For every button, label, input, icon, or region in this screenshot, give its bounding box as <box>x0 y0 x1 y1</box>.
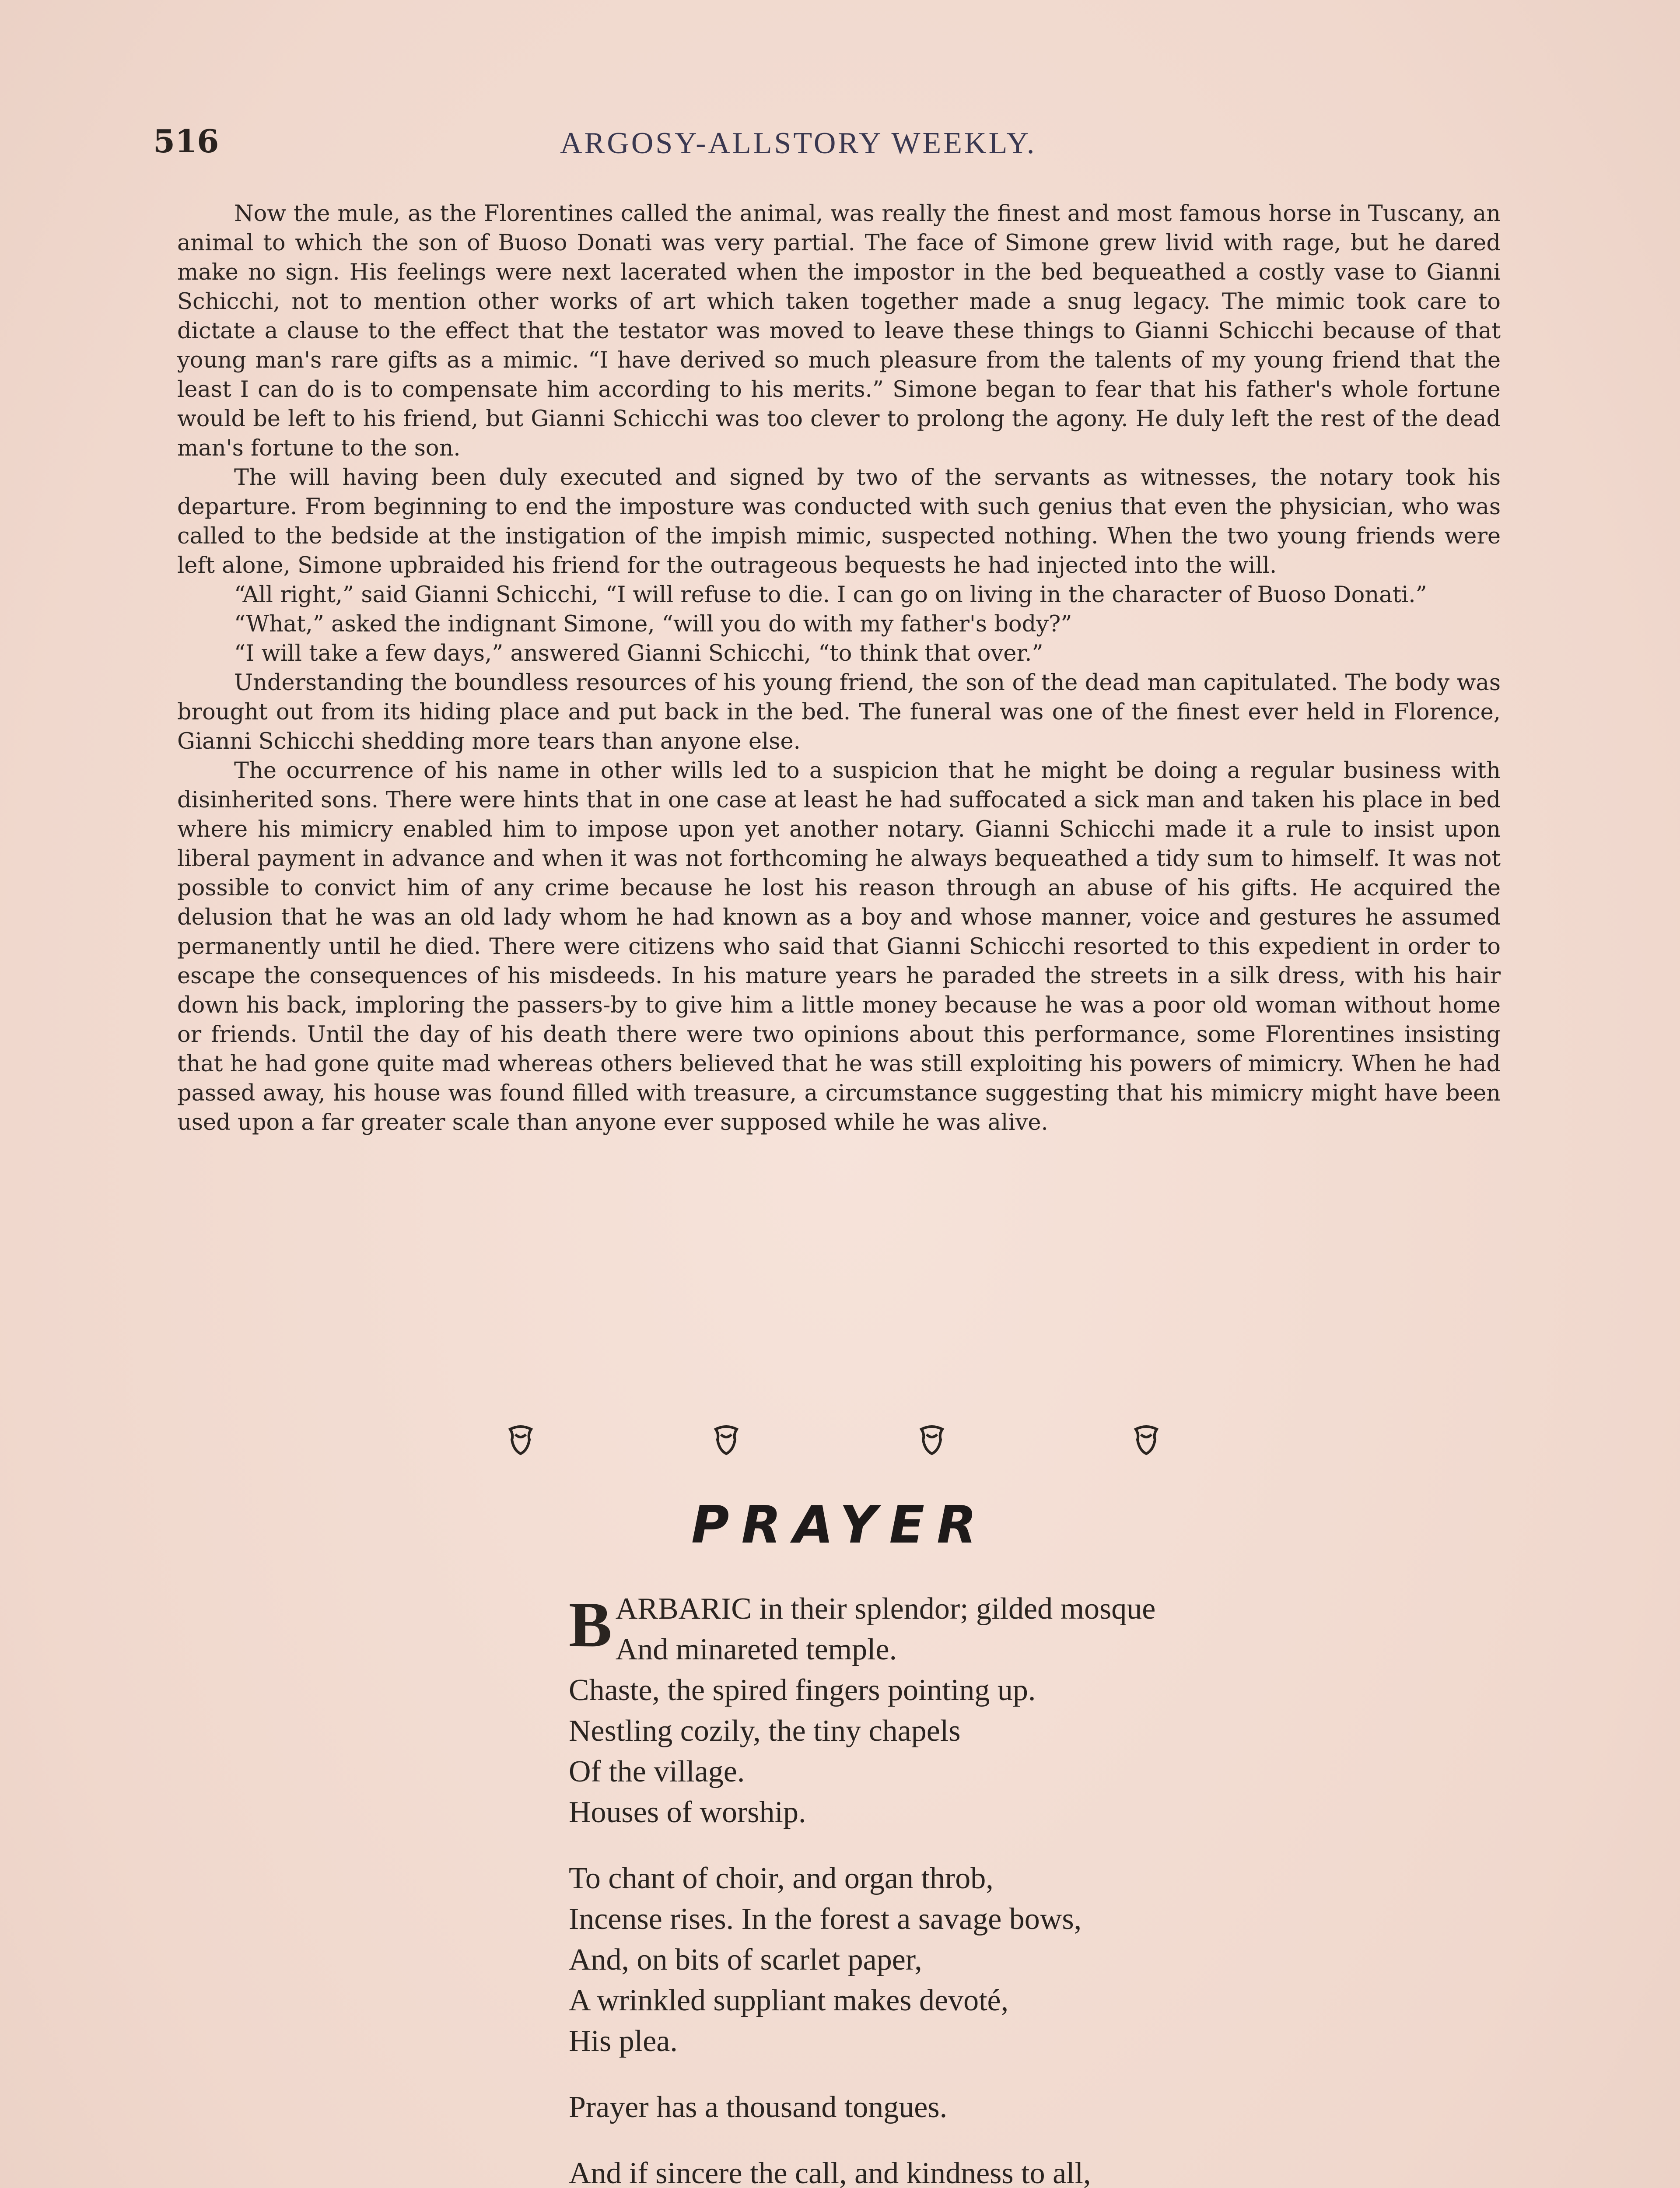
fleuron-icon <box>914 1422 949 1457</box>
poem-line: His plea. <box>569 2024 678 2058</box>
poem-line: To chant of choir, and organ throb, <box>569 1862 994 1895</box>
poem <box>569 1588 1488 2188</box>
drop-cap: B <box>569 1589 612 1661</box>
fleuron-icon <box>503 1422 538 1457</box>
poem-line: Incense rises. In the forest a savage bows, <box>569 1902 1082 1936</box>
poem-line: And minareted temple. <box>615 1633 897 1666</box>
story-paragraph: “What,” asked the indignant Simone, “will you do with my father's body?” <box>234 611 1072 637</box>
story-paragraph: Now the mule, as the Florentines called the animal, was really the finest and most famous horse in Tuscany, an animal to which the son of Buoso Donati was very partial. The face of Simone grew livid with rage, but he dared make no sign. His feelings were next lacerated when the impostor in the bed bequeathed a costly vase to Gianni Schicchi, not to mention other works of art which taken together made a snug legacy. The mimic took care to dictate a clause to the effect that the testator was moved to leave these things to Gianni Schicchi because of that young man's rare gifts as a mimic. “I have derived so much pleasure from the talents of my young friend that the least I can do is to compensate him according to his merits.” Simone began to fear that his father's whole fortune would be left to his friend, but Gianni Schicchi was too clever to prolong the agony. He duly left the rest of the dead man's fortune to the son. <box>177 201 1501 461</box>
story-paragraph: “I will take a few days,” answered Gianni Schicchi, “to think that over.” <box>234 641 1043 666</box>
poem-stanza <box>569 2087 1488 2128</box>
poem-line: Houses of worship. <box>569 1795 806 1829</box>
fleuron-icon <box>1129 1422 1164 1457</box>
fleuron-icon <box>709 1422 744 1457</box>
story-paragraph: The occurrence of his name in other wills led to a suspicion that he might be doing a regular business with disinherited sons. There were hints that in one case at least he had suffocated a sick man and taken his place in bed where his mimicry enabled him to impose upon yet another notary. Gianni Schicchi made it a rule to insist upon liberal payment in advance and when it was not forthcoming he always bequeathed a tidy sum to himself. It was not possible to convict him of any crime because he lost his reason through an abuse of his gifts. He acquired the delusion that he was an old lady whom he had known as a boy and whose manner, voice and gestures he assumed permanently until he died. There were citizens who said that Gianni Schicchi resorted to this expedient in order to escape the consequences of his misdeeds. In his mature years he paraded the streets in a silk dress, with his hair down his back, imploring the passers-by to give him a little money because he was a poor old woman without home or friends. Until the day of his death there were two opinions about this performance, some Florentines insisting that he had gone quite mad whereas others believed that he was still exploiting his powers of mimicry. When he had passed away, his house was found filled with treasure, a circumstance suggesting that his mimicry might have been used upon a far greater scale than anyone ever supposed while he was alive. <box>177 758 1501 1136</box>
poem-stanza <box>569 2153 1488 2188</box>
story-paragraph: Understanding the boundless resources of his young friend, the son of the dead man capitulated. The body was brought out from its hiding place and put back in the bed. The funeral was one of the finest ever held in Florence, Gianni Schicchi shedding more tears than anyone else. <box>177 670 1501 754</box>
poem-title: PRAYER <box>691 1494 989 1555</box>
poem-line: Prayer has a thousand tongues. <box>569 2090 948 2124</box>
page-header <box>153 123 1116 171</box>
section-ornaments <box>503 1422 1203 1466</box>
story-paragraph: The will having been duly executed and signed by two of the servants as witnesses, the notary took his departure. From beginning to end the imposture was conducted with such genius that even the physician, who was called to the bedside at the instigation of the impish mimic, suspected nothing. When the two young friends were left alone, Simone upbraided his friend for the outrageous bequests he had injected into the will. <box>177 465 1501 579</box>
poem-line: Chaste, the spired fingers pointing up. <box>569 1673 1036 1707</box>
page-number: 516 <box>153 123 219 160</box>
poem-line: Nestling cozily, the tiny chapels <box>569 1714 961 1748</box>
poem-stanza <box>569 1588 1488 1833</box>
poem-line: And if sincere the call, and kindness to all, <box>569 2156 1091 2188</box>
poem-stanza <box>569 1858 1488 2062</box>
story-paragraph: “All right,” said Gianni Schicchi, “I will refuse to die. I can go on living in the character of Buoso Donati.” <box>234 582 1427 608</box>
poem-line: And, on bits of scarlet paper, <box>569 1943 922 1977</box>
story-text <box>177 199 1501 1137</box>
poem-line: A wrinkled suppliant makes devoté, <box>569 1984 1009 2017</box>
poem-line: Of the village. <box>569 1755 745 1788</box>
poem-line: ARBARIC in their splendor; gilded mosque <box>615 1592 1156 1626</box>
running-head: ARGOSY-ALLSTORY WEEKLY. <box>560 126 1037 160</box>
